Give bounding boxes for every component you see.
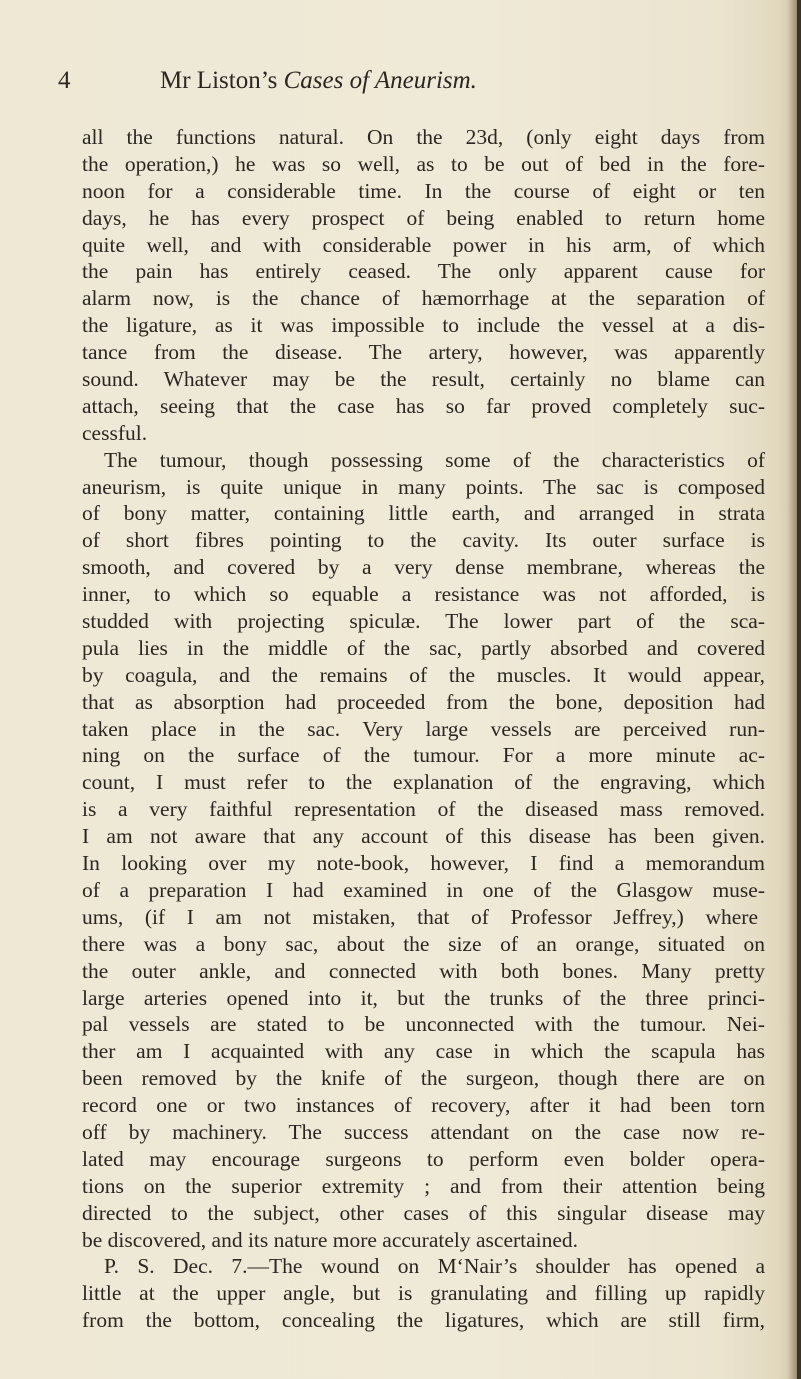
text-line: of short fibres pointing to the cavity. Its outer surface is [82, 528, 765, 553]
text-line: I am not aware that any account of this disease has been given. [82, 824, 765, 849]
page-header [58, 66, 748, 96]
text-line: little at the upper angle, but is granulating and filling up rapidly [82, 1281, 765, 1306]
text-line: of bony matter, containing little earth, and arranged in strata [82, 501, 765, 526]
text-line: P. S. Dec. 7.—The wound on M‘Nair’s shoulder has opened a [104, 1254, 765, 1279]
text-line: The tumour, though possessing some of the characteristics of [104, 447, 765, 472]
text-line: aneurism, is quite unique in many points. The sac is composed [82, 474, 765, 499]
text-line: there was a bony sac, about the size of an orange, situated on [82, 931, 765, 956]
text-line: ums, (if I am not mistaken, that of Professor Jeffrey,) where [82, 904, 758, 929]
text-line: taken place in the sac. Very large vessels are perceived run- [82, 716, 765, 741]
text-line: attach, seeing that the case has so far proved completely suc- [82, 393, 765, 418]
text-line: pal vessels are stated to be unconnected with the tumour. Nei- [82, 1012, 765, 1037]
text-line: record one or two instances of recovery, after it had been torn [82, 1093, 765, 1118]
text-line: is a very faithful representation of the diseased mass removed. [82, 797, 765, 822]
text-line: lated may encourage surgeons to perform even bolder opera- [82, 1146, 765, 1171]
text-line: alarm now, is the chance of hæmorrhage at the separation of [82, 286, 765, 311]
text-line: the outer ankle, and connected with both bones. Many pretty [82, 958, 765, 983]
text-line: that as absorption had proceeded from the bone, deposition had [82, 689, 765, 714]
text-line: from the bottom, concealing the ligatures, which are still firm, [82, 1308, 765, 1333]
text-line: directed to the subject, other cases of this singular disease may [82, 1200, 765, 1225]
text-line: of a preparation I had examined in one of the Glasgow muse- [82, 877, 765, 902]
text-line: studded with projecting spiculæ. The lower part of the sca- [82, 609, 765, 634]
text-line: sound. Whatever may be the result, certainly no blame can [82, 367, 765, 392]
text-line: cessful. [82, 420, 148, 445]
text-line: tance from the disease. The artery, however, was apparently [82, 340, 765, 365]
text-line: tions on the superior extremity ; and from their attention being [82, 1173, 765, 1198]
text-line: the pain has entirely ceased. The only apparent cause for [82, 259, 765, 284]
text-line: large arteries opened into it, but the trunks of the three princi- [82, 985, 765, 1010]
text-line: days, he has every prospect of being enabled to return home [82, 205, 765, 230]
text-line: the ligature, as it was impossible to include the vessel at a dis- [82, 313, 765, 338]
text-line: inner, to which so equable a resistance was not afforded, is [82, 582, 765, 607]
text-line: by coagula, and the remains of the muscles. It would appear, [82, 662, 765, 687]
text-line: pula lies in the middle of the sac, partly absorbed and covered [82, 635, 765, 660]
text-line: been removed by the knife of the surgeon, though there are on [82, 1066, 765, 1091]
text-line: ning on the surface of the tumour. For a more minute ac- [82, 743, 765, 768]
page-number: 4 [58, 67, 71, 94]
running-head-author: Mr Liston’s [160, 67, 278, 94]
running-head [160, 66, 477, 96]
text-line: be discovered, and its nature more accurately ascertained. [82, 1227, 579, 1252]
body-text [82, 124, 765, 1334]
text-line: all the functions natural. On the 23d, (only eight days from [82, 125, 765, 149]
text-line: In looking over my note-book, however, I find a memorandum [82, 851, 765, 876]
text-line: noon for a considerable time. In the course of eight or ten [82, 178, 765, 203]
text-line: count, I must refer to the explanation of the engraving, which [82, 770, 765, 795]
text-line: ther am I acquainted with any case in which the scapula has [82, 1039, 765, 1064]
text-line: the operation,) he was so well, as to be out of bed in the fore- [82, 151, 765, 176]
page-edge [797, 0, 801, 1379]
text-line: off by machinery. The success attendant on the case now re- [82, 1119, 765, 1144]
running-head-title: Cases of Aneurism. [283, 67, 477, 94]
text-line: smooth, and covered by a very dense membrane, whereas the [82, 555, 765, 580]
text-line: quite well, and with considerable power in his arm, of which [82, 232, 765, 257]
